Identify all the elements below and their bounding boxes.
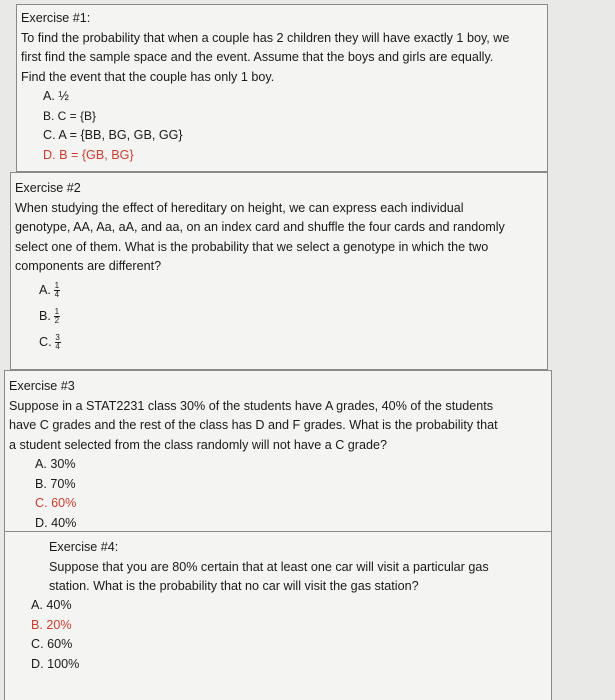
exercise-4-option-a: A. 40% [31,598,72,612]
exercise-4-option-d: D. 100% [31,656,80,671]
exercise-1-box [16,4,548,172]
exercise-2-title: Exercise #2 [15,181,81,195]
exercise-3-option-b: B. 70% [35,476,76,491]
exercise-2-option-c: C. $\frac{3}{4}$ [39,332,60,351]
exercise-4-title: Exercise #4: [49,540,119,554]
exercise-4-line-1: Suppose that you are 80% certain that at least one car will visit a particular gas [49,559,489,574]
exercise-2-line-1: When studying the effect of hereditary on height, we can express each individual [15,200,464,215]
exercise-3-title: Exercise #3 [9,379,75,393]
exercise-1-option-a: A. ½ [43,89,69,103]
exercise-2-line-4: components are different? [15,259,162,273]
exercise-2-option-b: B. $\frac{1}{2}$ [39,306,60,325]
exercise-3-option-a: A. 30% [35,457,76,471]
fraction: $\frac{3}{4}$ [55,332,60,351]
exercise-1-option-c: C. A = {BB, BG, GB, GG} [43,128,183,142]
exercise-2-line-3: select one of them. What is the probability that we select a genotype in which the two [15,239,489,254]
exercise-3-line-2: have C grades and the rest of the class has D and F grades. What is the probability that [9,418,498,432]
exercise-1-option-b: B. C = {B} [43,108,97,123]
exercise-4-line-2: station. What is the probability that no car will visit the gas station? [49,579,419,593]
exercise-4-option-c: C. 60% [31,637,73,651]
exercise-2-box [10,172,548,370]
exercise-2-option-a: A. $\frac{1}{4}$ [39,280,60,299]
exercise-3-line-1: Suppose in a STAT2231 class 30% of the students have A grades, 40% of the students [9,398,494,413]
exercise-3-box [4,370,552,532]
fraction: $\frac{1}{2}$ [54,306,60,325]
exercise-4-box [4,531,552,700]
exercise-1-line-2: first find the sample space and the event. Assume that the boys and girls are equally. [21,50,494,64]
exercise-1-title: Exercise #1: [21,11,91,25]
exercise-1-line-1: To find the probability that when a couple has 2 children they will have exactly 1 boy, we [21,30,510,45]
exercise-1-option-d: D. B = {GB, BG} [43,147,134,162]
exercise-3-option-d: D. 40% [35,515,77,530]
fraction: $\frac{1}{4}$ [54,280,60,299]
exercise-2-line-2: genotype, AA, Aa, aA, and aa, on an index card and shuffle the four cards and randomly [15,220,505,234]
exercise-3-option-c: C. 60% [35,496,77,510]
exercise-1-line-3: Find the event that the couple has only 1 boy. [21,69,275,84]
exercise-3-line-3: a student selected from the class randomly will not have a C grade? [9,437,388,452]
exercise-4-option-b: B. 20% [31,617,72,632]
